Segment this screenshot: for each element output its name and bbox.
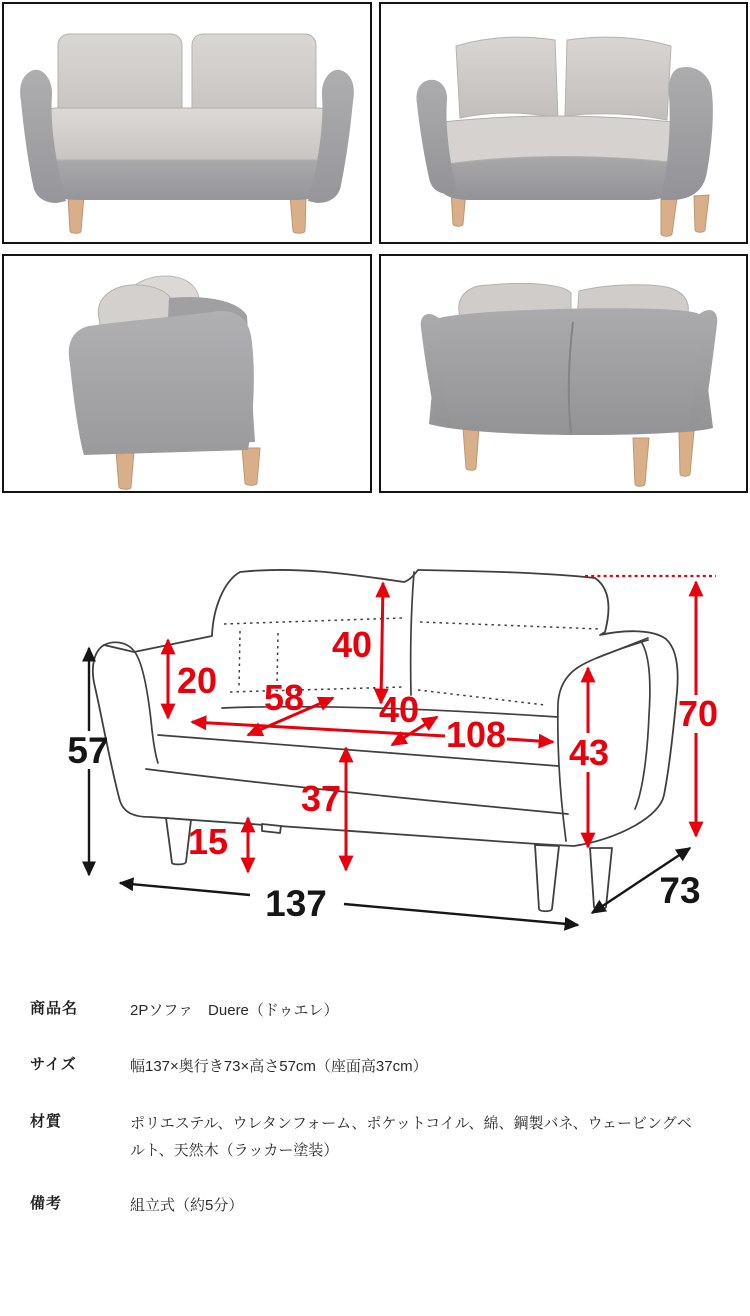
dim-total-width: 137 xyxy=(265,883,327,924)
dim-seat-cushion-depth: 40 xyxy=(378,689,420,730)
spec-label: サイズ xyxy=(30,1056,77,1073)
sofa-leg xyxy=(590,848,612,909)
sofa-back-illustration xyxy=(381,256,746,491)
product-photo-back xyxy=(379,254,748,493)
spec-label: 材質 xyxy=(30,1113,63,1130)
spec-value: ポリエステル、ウレタンフォーム、ポケットコイル、綿、鋼製バネ、ウェービングベルト、天然木（ラッカー塗装） xyxy=(130,1115,692,1159)
dim-back-cushion-height: 20 xyxy=(176,660,218,701)
dim-total-depth: 73 xyxy=(659,870,701,911)
dim-seat-width: 108 xyxy=(445,714,507,755)
product-photo-side xyxy=(2,254,372,493)
product-photo-angled xyxy=(379,2,748,244)
sofa-leg xyxy=(535,845,559,911)
dim-arm-height: 43 xyxy=(568,732,610,773)
dim-leg-height: 15 xyxy=(187,821,229,862)
sofa-front-illustration xyxy=(4,4,370,242)
dim-seat-depth: 58 xyxy=(263,677,305,718)
sofa-angled-illustration xyxy=(381,4,746,242)
spec-value: 2Pソファ Duere（ドゥエレ） xyxy=(130,1002,339,1019)
sofa-side-illustration xyxy=(4,256,370,491)
dim-backrest-height: 40 xyxy=(331,624,373,665)
spec-label: 備考 xyxy=(30,1195,63,1212)
product-photo-front xyxy=(2,2,372,244)
dim-back-height: 70 xyxy=(677,693,719,734)
sofa-leg xyxy=(262,824,281,833)
dim-total-height: 57 xyxy=(67,730,109,771)
spec-label: 商品名 xyxy=(30,1000,79,1017)
spec-value: 幅137×奥行き73×高さ57cm（座面高37cm） xyxy=(130,1058,428,1075)
dimension-diagram xyxy=(0,545,750,945)
dim-seat-height: 37 xyxy=(300,778,342,819)
spec-value: 組立式（約5分） xyxy=(130,1197,244,1214)
